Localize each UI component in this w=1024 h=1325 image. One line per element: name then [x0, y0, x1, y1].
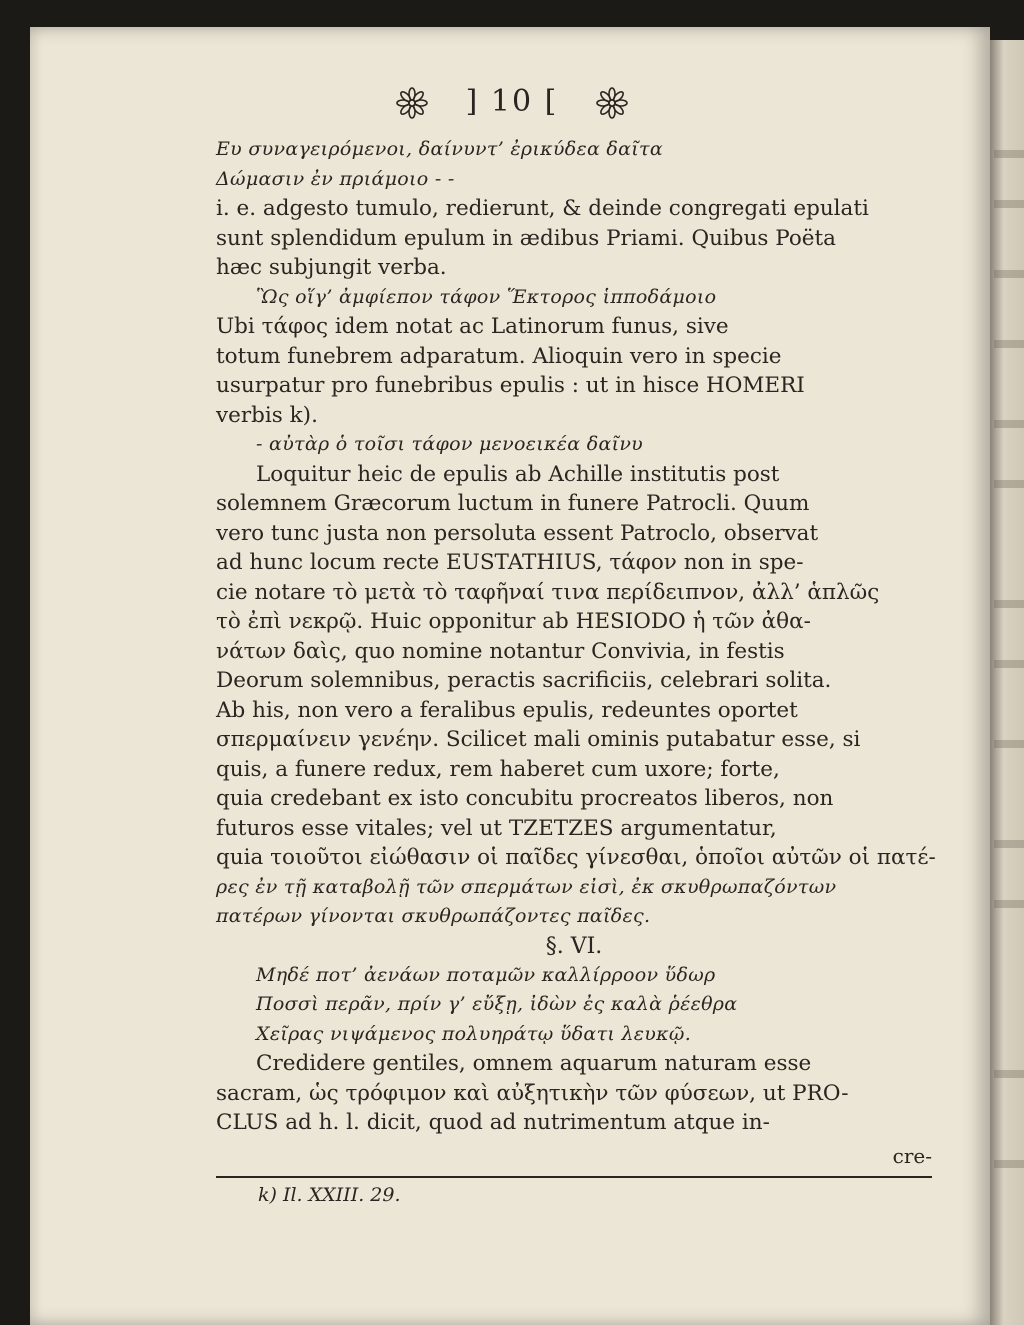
text-line: Loquitur heic de epulis ab Achille institutis post	[256, 461, 780, 487]
text-line: verbis k).	[216, 402, 318, 428]
page-header	[0, 84, 1024, 119]
text-line: i. e. adgesto tumulo, redierunt, & deinde congregati epulati	[216, 196, 869, 221]
text-line: Ubi τάφος idem notat ac Latinorum funus, sive	[216, 314, 729, 339]
text-line: ρες ἐν τῇ καταβολῇ τῶν σπερμάτων εἰσὶ, ἐκ σκυθρωπαζόντων	[216, 875, 837, 898]
text-line: Ὣς οἵγ’ ἀμφίεπον τάφον Ἕκτορος ἱπποδάμοιο	[256, 285, 717, 308]
page-number: ] 10 [	[465, 84, 559, 119]
text-line: solemnem Græcorum luctum in funere Patrocli. Quum	[216, 491, 810, 516]
text-line: futuros esse vitales; vel ut TZETZES argumentatur,	[216, 815, 777, 841]
text-line: usurpatur pro funebribus epulis : ut in hisce HOMERI	[216, 373, 805, 398]
text-line: Ab his, non vero a feralibus epulis, redeuntes oportet	[216, 697, 798, 723]
text-line: sunt splendidum epulum in ædibus Priami. Quibus Poëta	[216, 225, 836, 251]
text-line: §. VI.	[545, 933, 603, 959]
text-line: totum funebrem adparatum. Alioquin vero in specie	[216, 343, 782, 369]
ornament-left-icon	[396, 87, 428, 119]
ornament-right-icon	[596, 87, 628, 119]
text-line: Credidere gentiles, omnem aquarum naturam esse	[256, 1051, 812, 1076]
text-line: cie notare τὸ μετὰ τὸ ταφῆναί τινα περίδειπνον, ἀλλ’ ἁπλῶς	[216, 579, 880, 605]
footnote: k) Il. XXIII. 29.	[258, 1184, 401, 1206]
text-line: Χεῖρας νιψάμενος πολυηράτῳ ὕδατι λευκῷ.	[256, 1022, 692, 1045]
text-line: πατέρων γίνονται σκυθρωπάζοντες παῖδες.	[216, 905, 651, 927]
text-line: Μηδέ ποτ’ ἀενάων ποταμῶν καλλίρροον ὕδωρ	[256, 963, 716, 986]
text-line: νάτων δαὶς, quo nomine notantur Convivia, in festis	[216, 638, 785, 664]
text-line: quia τοιοῦτοι εἰώθασιν οἱ παῖδες γίνεσθαι, ὁποῖοι αὐτῶν οἱ πατέ-	[216, 845, 936, 870]
text-line: quis, a funere redux, rem haberet cum uxore; forte,	[216, 756, 780, 782]
text-line: Ποσσὶ περᾶν, πρίν γ’ εὔξῃ, ἰδὼν ἐς καλὰ ῥέεθρα	[256, 993, 738, 1015]
text-line: CLUS ad h. l. dicit, quod ad nutrimentum atque in-	[216, 1110, 770, 1135]
text-line: hæc subjungit verba.	[216, 255, 447, 280]
text-line: vero tunc justa non persoluta essent Patroclo, observat	[216, 520, 819, 546]
facing-page-edge	[990, 40, 1024, 1325]
text-line: ad hunc locum recte EUSTATHIUS, τάφον non in spe-	[216, 550, 804, 575]
footnote-rule	[216, 1176, 932, 1178]
body-text	[216, 135, 936, 1138]
text-line: - αὐτὰρ ὁ τοῖσι τάφον μενοεικέα δαῖνυ	[256, 433, 644, 455]
text-line: Ευ συναγειρόμενοι, δαίνυντ’ ἐρικύδεα δαῖτα	[216, 138, 663, 160]
text-line: Δώμασιν ἐν πριάμοιο - -	[216, 167, 455, 190]
text-line: σπερμαίνειν γενέην. Scilicet mali ominis putabatur esse, si	[216, 727, 861, 752]
text-line: sacram, ὡς τρόφιμον καὶ αὐξητικὴν τῶν φύσεων, ut PRO-	[216, 1080, 849, 1106]
catchword: cre-	[892, 1144, 932, 1168]
text-line: Deorum solemnibus, peractis sacrificiis, celebrari solita.	[216, 668, 832, 693]
text-line: τὸ ἐπὶ νεκρῷ. Huic opponitur ab HESIODO ἡ τῶν ἀθα-	[216, 609, 811, 634]
text-line: quia credebant ex isto concubitu procreatos liberos, non	[216, 786, 834, 811]
